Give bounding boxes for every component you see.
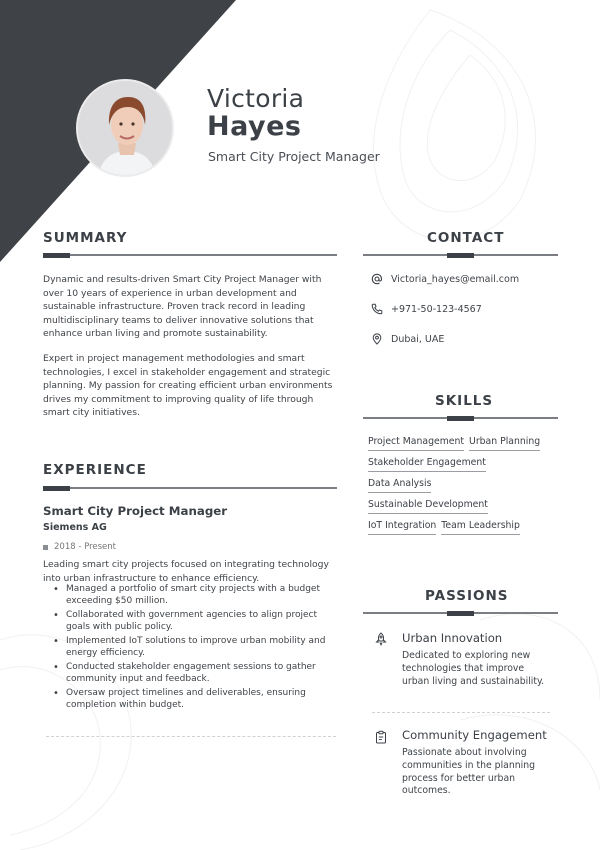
experience-rule — [43, 487, 337, 489]
skills-list — [368, 436, 568, 541]
summary-heading: SUMMARY — [43, 230, 128, 246]
contact-location-text: Dubai, UAE — [391, 333, 445, 345]
skill-tag: Project Management — [368, 436, 464, 451]
calendar-icon — [43, 545, 48, 550]
phone-icon — [371, 303, 383, 315]
job-dates-text: 2018 - Present — [54, 542, 116, 552]
job-role: Smart City Project Manager — [208, 149, 380, 164]
experience-rule-accent — [43, 486, 70, 491]
skill-tag: Team Leadership — [441, 520, 520, 535]
job-title: Smart City Project Manager — [43, 504, 228, 518]
job-bullet: • Conducted stakeholder engagement sessions to gather community input and feedback. — [52, 662, 338, 685]
passions-rule-accent — [447, 611, 474, 616]
job-bullet: • Oversaw project timelines and deliverables, ensuring completion within budget. — [52, 688, 338, 711]
summary-paragraph-1: Dynamic and results-driven Smart City Project Manager with over 10 years of experience in urban development and sustainable infrastructure. Proven track record in leading multidisciplinary teams to deliver innovative solutions that enhance urban living and promote sustainability. — [43, 274, 322, 339]
skill-tag: IoT Integration — [368, 520, 436, 535]
summary-paragraph-2: Expert in project management methodologies and smart technologies, I excel in stakeholder engagement and strategic planning. My passion for creating efficient urban environments drives my commitment to improving quality of life through smart city initiatives. — [43, 353, 333, 418]
job-bullet: • Collaborated with government agencies to align project goals with public policy. — [52, 610, 338, 633]
company-name: Siemens AG — [43, 522, 107, 533]
passion-title: Urban Innovation — [402, 631, 503, 645]
clipboard-icon — [374, 730, 388, 744]
job-dates — [43, 542, 116, 552]
job-bullet: • Implemented IoT solutions to improve urban mobility and energy efficiency. — [52, 636, 338, 659]
last-name: Hayes — [207, 111, 302, 142]
map-pin-icon — [371, 333, 383, 345]
job-description: Leading smart city projects focused on integrating technology into urban infrastructure to enhance efficiency. — [43, 559, 329, 584]
contact-rule-accent — [447, 253, 474, 258]
summary-rule — [43, 254, 337, 256]
summary-rule-accent — [43, 253, 70, 258]
rocket-icon — [374, 632, 388, 646]
experience-heading: EXPERIENCE — [43, 462, 147, 478]
contact-email-text: Victoria_hayes@email.com — [391, 273, 520, 285]
at-sign-icon — [371, 273, 383, 285]
avatar — [76, 79, 174, 177]
first-name: Victoria — [207, 84, 305, 113]
passion-title: Community Engagement — [402, 728, 547, 742]
skill-tag: Sustainable Development — [368, 499, 488, 514]
contact-email[interactable] — [371, 273, 519, 285]
passion-description: Dedicated to exploring new technologies that improve urban living and sustainability. — [402, 650, 545, 687]
skills-rule-accent — [447, 416, 474, 421]
contact-heading: CONTACT — [427, 230, 505, 246]
skill-tag: Data Analysis — [368, 478, 431, 493]
job-bullet-list — [52, 584, 338, 714]
skill-tag: Stakeholder Engagement — [368, 457, 486, 472]
passions-divider — [372, 712, 550, 713]
job-bullet: • Managed a portfolio of smart city projects with a budget exceeding $50 million. — [52, 584, 338, 607]
passions-heading: PASSIONS — [425, 588, 509, 604]
contact-phone-text: +971-50-123-4567 — [391, 303, 482, 315]
passion-description: Passionate about involving communities in the planning process for better urban outcomes. — [402, 747, 536, 797]
skill-tag: Urban Planning — [469, 436, 540, 451]
experience-divider — [46, 736, 336, 737]
profile-photo-icon — [78, 81, 174, 177]
skills-heading: SKILLS — [435, 393, 494, 409]
contact-location — [371, 333, 444, 345]
contact-phone[interactable] — [371, 303, 482, 315]
